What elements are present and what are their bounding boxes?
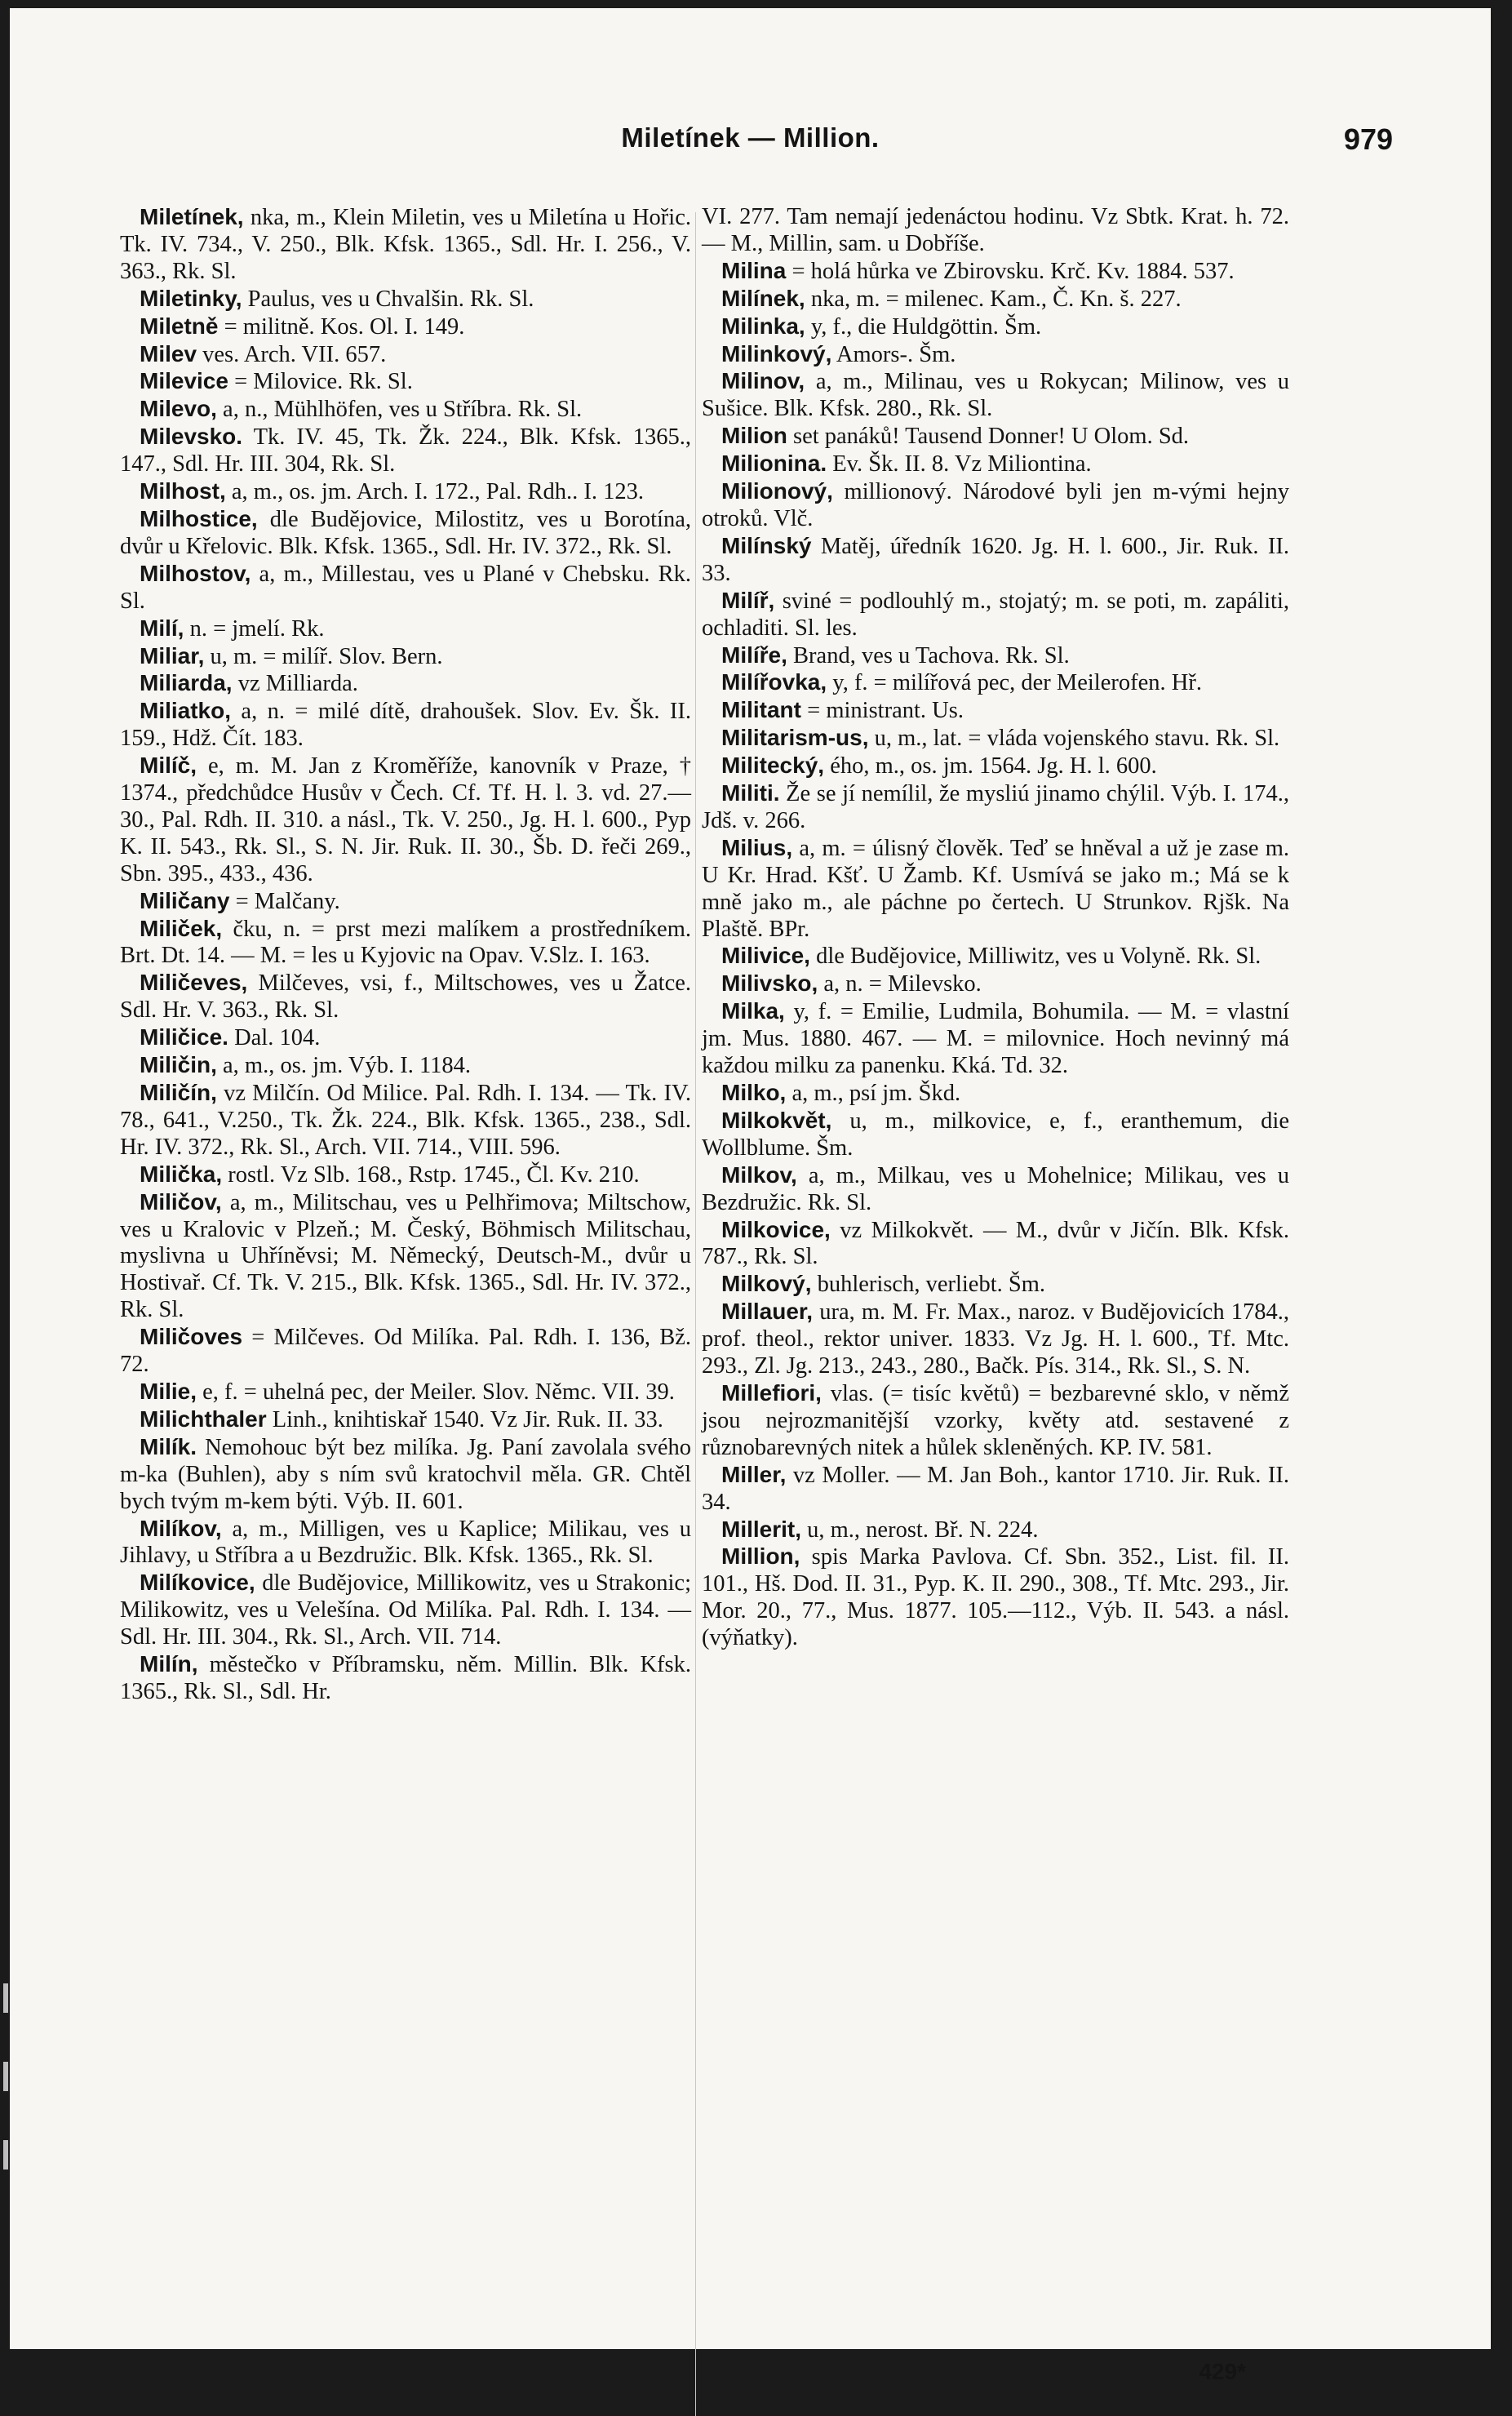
page-header xyxy=(10,122,1491,175)
entry-text: = Milčeves. Od Milíka. Pal. Rdh. I. 136, Bž. 72. xyxy=(120,1325,691,1378)
entry-headword: Milí, xyxy=(140,615,184,641)
dictionary-entry xyxy=(702,697,1289,725)
entry-text: ého, m., os. jm. 1564. Jg. H. l. 600. xyxy=(824,753,1157,779)
entry-headword: Miletínek, xyxy=(140,204,244,229)
entry-headword: Milíře, xyxy=(721,642,787,668)
entry-text: Ev. Šk. II. 8. Vz Miliontina. xyxy=(827,451,1092,477)
entry-text: Nemohouc být bez milíka. Jg. Paní zavolala svého m-ka (Buhlen), aby s ním svů kratochvil měla. GR. Chtěl bych tvým m-kem býti. Výb. II. 601. xyxy=(120,1434,691,1514)
entry-text: set panáků! Tausend Donner! U Olom. Sd. xyxy=(787,424,1190,450)
entry-text: Brand, ves u Tachova. Rk. Sl. xyxy=(787,642,1070,668)
entry-text: u, m., milkovice, e, f., eranthemum, die Wollblume. Šm. xyxy=(702,1108,1289,1161)
entry-text: Tk. IV. 45, Tk. Žk. 224., Blk. Kfsk. 1365., 147., Sdl. Hr. III. 304, Rk. Sl. xyxy=(120,424,691,477)
entry-headword: Miličin, xyxy=(140,1052,217,1078)
dictionary-entry xyxy=(702,478,1289,533)
entry-headword: Milkovice, xyxy=(721,1216,831,1242)
dictionary-entry xyxy=(120,888,691,916)
entry-text: a, m., Militschau, ves u Pelhřimova; Miltschow, ves u Kralovic v Plzeň.; M. Český, Böhmisch Militschau, myslivna u Uhříněvsi; M. Německý, Deutsch-M., dvůr u Hostivař. Cf. Tk. V. 215., Blk. Kfsk. 1365., Sdl. Hr. IV. 372., Rk. Sl. xyxy=(120,1189,691,1323)
running-title: Miletínek — Million. xyxy=(621,122,880,153)
entry-text: y, f., die Huldgöttin. Šm. xyxy=(805,313,1042,340)
right-column xyxy=(702,204,1289,1652)
dictionary-entry xyxy=(120,506,691,561)
entry-headword: Militi. xyxy=(721,780,780,806)
dictionary-entry xyxy=(702,1162,1289,1217)
dictionary-entry xyxy=(702,753,1289,780)
entry-headword: Milichthaler xyxy=(140,1406,267,1432)
dictionary-entry xyxy=(120,753,691,888)
dictionary-entry xyxy=(702,835,1289,944)
entry-headword: Milinov, xyxy=(721,368,805,394)
entry-headword: Milie, xyxy=(140,1378,197,1404)
dictionary-entry xyxy=(702,341,1289,369)
entry-text: a, n. = Milevsko. xyxy=(818,971,982,997)
page-number: 979 xyxy=(1343,122,1393,156)
entry-headword: Milionový, xyxy=(721,478,833,504)
dictionary-entry xyxy=(702,1108,1289,1162)
entry-text: a, m. = úlisný člověk. Teď se hněval a už je zase m. U Kr. Hrad. Kšť. U Žamb. Kf. Usmívá se jako m.; Má se k mně jako m., ale páchne po čertech. U Strunkov. Rjšk. Na Plaště. BPr. xyxy=(702,835,1289,942)
dictionary-entry xyxy=(120,1080,691,1161)
dictionary-entry xyxy=(120,1516,691,1570)
entry-text: vlas. (= tisíc květů) = bezbarevné sklo, v němž jsou nejrozmanitější vzorky, květy atd. sestavené z různobarevných nitek a hůlek skleněných. KP. IV. 581. xyxy=(702,1380,1289,1460)
dictionary-entry xyxy=(702,1543,1289,1652)
dictionary-entry xyxy=(702,204,1289,258)
entry-headword: Milín, xyxy=(140,1651,198,1677)
entry-text: vz Moller. — M. Jan Boh., kantor 1710. Jir. Ruk. II. 34. xyxy=(702,1462,1289,1515)
entry-headword: Million, xyxy=(721,1543,800,1570)
entry-text: a, m., Millestau, ves u Plané v Chebsku. Rk. Sl. xyxy=(120,561,691,614)
entry-headword: Milius, xyxy=(721,834,793,860)
entry-text: u, m., lat. = vláda vojenského stavu. Rk. Sl. xyxy=(868,726,1280,752)
entry-text: y, f. = milířová pec, der Meilerofen. Hř. xyxy=(827,670,1202,696)
entry-text: nka, m., Klein Miletin, ves u Miletína u Hořic. Tk. IV. 734., V. 250., Blk. Kfsk. 1365., Sdl. Hr. I. 256., V. 363., Rk. Sl. xyxy=(120,205,691,284)
entry-headword: Miller, xyxy=(721,1461,787,1487)
entry-text: Amors-. Šm. xyxy=(831,341,956,367)
entry-headword: Miličeves, xyxy=(140,970,248,996)
entry-text: a, n., Mühlhöfen, ves u Stříbra. Rk. Sl. xyxy=(216,397,583,423)
dictionary-entry xyxy=(702,588,1289,642)
entry-text: vz Milliarda. xyxy=(232,671,358,697)
dictionary-entry xyxy=(120,396,691,424)
column-divider xyxy=(695,212,696,2416)
entry-headword: Milhostice, xyxy=(140,505,258,531)
dictionary-entry xyxy=(702,368,1289,423)
entry-headword: Miličany xyxy=(140,887,230,913)
entry-headword: Miletně xyxy=(140,313,219,339)
dictionary-entry xyxy=(702,451,1289,478)
entry-text: Matěj, úředník 1620. Jg. H. l. 600., Jir. Ruk. II. 33. xyxy=(702,533,1289,586)
entry-text: dle Budějovice, Milliwitz, ves u Volyně. Rk. Sl. xyxy=(809,944,1261,970)
dictionary-entry xyxy=(702,286,1289,313)
entry-text: = holá hůrka ve Zbirovsku. Krč. Kv. 1884. 537. xyxy=(786,258,1235,284)
dictionary-entry xyxy=(120,1434,691,1516)
dictionary-entry xyxy=(120,916,691,970)
entry-headword: Milivsko, xyxy=(721,970,818,997)
dictionary-entry xyxy=(120,1052,691,1080)
left-column xyxy=(120,204,691,1706)
dictionary-entry xyxy=(702,423,1289,451)
entry-text: = Malčany. xyxy=(229,888,340,914)
entry-text: nka, m. = milenec. Kam., Č. Kn. š. 227. xyxy=(805,286,1182,312)
dictionary-entry xyxy=(120,478,691,506)
entry-headword: Milevo, xyxy=(140,396,217,422)
dictionary-entry xyxy=(120,670,691,698)
entry-headword: Milion xyxy=(721,423,787,449)
entry-headword: Milina xyxy=(721,257,787,283)
entry-text: městečko v Příbramsku, něm. Millin. Blk. Kfsk. 1365., Rk. Sl., Sdl. Hr. xyxy=(120,1652,691,1704)
entry-text: Že se jí nemílil, že mysliú jinamo chýlil. Výb. I. 174., Jdš. v. 266. xyxy=(702,781,1289,833)
entry-headword: Miletinky, xyxy=(140,285,242,311)
entry-headword: Milíč, xyxy=(140,753,197,779)
dictionary-entry xyxy=(120,286,691,313)
entry-headword: Miličín, xyxy=(140,1080,217,1105)
dictionary-entry xyxy=(702,780,1289,835)
entry-text: vz Milkokvět. — M., dvůr v Jičín. Blk. Kfsk. 787., Rk. Sl. xyxy=(702,1217,1289,1270)
entry-headword: Milevsko. xyxy=(140,424,243,450)
dictionary-entry xyxy=(702,669,1289,697)
dictionary-entry xyxy=(120,643,691,671)
entry-headword: Milivice, xyxy=(721,943,810,969)
dictionary-entry xyxy=(702,943,1289,970)
entry-headword: Milinkový, xyxy=(721,340,832,366)
entry-text: a, m., os. jm. Výb. I. 1184. xyxy=(216,1053,472,1079)
entry-headword: Milíkovice, xyxy=(140,1570,255,1596)
dictionary-entry xyxy=(702,1299,1289,1380)
entry-text: Dal. 104. xyxy=(228,1025,321,1051)
entry-headword: Miliarda, xyxy=(140,670,233,696)
dictionary-entry xyxy=(702,1271,1289,1299)
entry-text: Milčeves, vsi, f., Miltschowes, ves u Žatce. Sdl. Hr. V. 363., Rk. Sl. xyxy=(120,970,691,1024)
dictionary-entry xyxy=(120,1379,691,1406)
dictionary-entry xyxy=(120,615,691,643)
dictionary-entry xyxy=(702,1517,1289,1544)
entry-headword: Militant xyxy=(721,697,801,723)
entry-text: vz Milčín. Od Milice. Pal. Rdh. I. 134. — Tk. IV. 78., 641., V.250., Tk. Žk. 224., Blk. Kfsk. 1365., 238., Sdl. Hr. IV. 372., Rk. Sl., Arch. VII. 714., VIII. 596. xyxy=(120,1081,691,1160)
entry-headword: Miličov, xyxy=(140,1188,222,1215)
dictionary-page xyxy=(10,8,1491,2384)
dictionary-entry xyxy=(702,1080,1289,1108)
entry-headword: Milík. xyxy=(140,1433,197,1459)
entry-headword: Militecký, xyxy=(721,753,825,779)
dictionary-entry xyxy=(702,258,1289,286)
dictionary-entry xyxy=(702,998,1289,1080)
dictionary-entry xyxy=(702,1217,1289,1272)
entry-headword: Miličoves xyxy=(140,1324,243,1350)
entry-headword: Milíkov, xyxy=(140,1515,222,1541)
entry-headword: Millerit, xyxy=(721,1516,802,1542)
dictionary-entry xyxy=(120,1161,691,1189)
dictionary-entry xyxy=(120,341,691,369)
entry-text: spis Marka Pavlova. Cf. Sbn. 352., List. fil. II. 101., Hš. Dod. II. 31., Pyp. K. II. 290., 308., Tf. Mtc. 293., Jir. Mor. 20., 77., Mus. 1877. 105.—112., Výb. II. 543. a násl. (výňatky). xyxy=(702,1544,1289,1651)
dictionary-entry xyxy=(120,1570,691,1651)
entry-text: = ministrant. Us. xyxy=(801,698,964,724)
dictionary-entry xyxy=(702,642,1289,670)
entry-text: sviné = podlouhlý m., stojatý; m. se poti, m. zapáliti, ochladiti. Sl. les. xyxy=(702,588,1289,641)
dictionary-entry xyxy=(120,698,691,753)
dictionary-entry xyxy=(120,1189,691,1325)
entry-headword: Milevice xyxy=(140,368,228,394)
entry-headword: Millefiori, xyxy=(721,1379,822,1406)
entry-text: a, m., psí jm. Škd. xyxy=(786,1081,961,1106)
entry-headword: Miličice. xyxy=(140,1024,228,1050)
dictionary-entry xyxy=(702,970,1289,998)
entry-text: buhlerisch, verliebt. Šm. xyxy=(811,1272,1046,1298)
entry-headword: Milínský xyxy=(721,532,812,558)
entry-headword: Miliar, xyxy=(140,642,205,668)
entry-headword: Milkový, xyxy=(721,1271,812,1297)
entry-headword: Millauer, xyxy=(721,1299,814,1325)
dictionary-entry xyxy=(120,368,691,396)
entry-headword: Miliček, xyxy=(140,915,223,941)
entry-headword: Milionina. xyxy=(721,451,827,477)
entry-headword: Miliatko, xyxy=(140,698,232,724)
signature-mark: 429* xyxy=(1199,2359,1246,2384)
entry-text: e, f. = uhelná pec, der Meiler. Slov. Němc. VII. 39. xyxy=(197,1379,675,1405)
dictionary-entry xyxy=(702,725,1289,753)
entry-text: ura, m. M. Fr. Max., naroz. v Budějovicích 1784., prof. theol., rektor univer. 1833. Vz Jg. H. l. 600., Tf. Mtc. 293., Zl. Jg. 213., 243., 280., Bačk. Pís. 314., Rk. Sl., S. N. xyxy=(702,1299,1289,1379)
dictionary-entry xyxy=(120,424,691,478)
dictionary-entry xyxy=(702,1380,1289,1462)
entry-text: u, m., nerost. Bř. N. 224. xyxy=(801,1517,1039,1543)
entry-headword: Milhost, xyxy=(140,478,226,504)
entry-text: ves. Arch. VII. 657. xyxy=(197,341,387,367)
dictionary-entry xyxy=(120,561,691,615)
entry-headword: Milinka, xyxy=(721,313,805,339)
dictionary-entry xyxy=(702,1462,1289,1517)
dictionary-entry xyxy=(120,1324,691,1379)
entry-text: = militně. Kos. Ol. I. 149. xyxy=(218,313,465,340)
entry-headword: Milhostov, xyxy=(140,560,251,586)
entry-headword: Militarism-us, xyxy=(721,725,869,751)
entry-headword: Milka, xyxy=(721,998,785,1024)
dictionary-entry xyxy=(120,1024,691,1052)
dictionary-entry xyxy=(120,1651,691,1706)
entry-headword: Milínek, xyxy=(721,285,805,311)
dictionary-entry xyxy=(120,970,691,1024)
page-edge-marks xyxy=(3,1983,11,2310)
entry-headword: Milko, xyxy=(721,1080,787,1105)
entry-text: a, m., Milligen, ves u Kaplice; Milikau, ves u Jihlavy, u Stříbra a u Bezdružic. Blk. Kfsk. 1365., Rk. Sl. xyxy=(120,1516,691,1569)
entry-text: = Milovice. Rk. Sl. xyxy=(228,369,413,395)
entry-headword: Milička, xyxy=(140,1161,223,1187)
entry-text: n. = jmelí. Rk. xyxy=(184,615,325,642)
dictionary-entry xyxy=(120,1406,691,1434)
dictionary-entry xyxy=(702,313,1289,341)
entry-text: e, m. M. Jan z Kroměříže, kanovník v Praze, † 1374., předchůdce Husův v Čech. Cf. Tf. H. l. 3. vd. 27.—30., Pal. Rdh. II. 310. a násl., Tk. V. 250., Jg. H. l. 600., Pyp K. II. 543., Rk. Sl., S. N. Jir. Ruk. II. 30., Šb. D. řeči 269., Sbn. 395., 433., 436. xyxy=(120,753,691,886)
entry-text: čku, n. = prst mezi malíkem a prostředníkem. Brt. Dt. 14. — M. = les u Kyjovic na Opav. V.Slz. I. 163. xyxy=(120,916,691,969)
entry-text: a, m., Milkau, ves u Mohelnice; Milikau, ves u Bezdružic. Rk. Sl. xyxy=(702,1162,1289,1215)
entry-headword: Milkokvět, xyxy=(721,1107,832,1133)
entry-text: dle Budějovice, Millikowitz, ves u Strakonic; Milikowitz, ves u Velešína. Od Milíka. Pal. Rdh. I. 134. — Sdl. Hr. III. 304., Rk. Sl., Arch. VII. 714. xyxy=(120,1570,691,1650)
entry-text: Linh., knihtiskař 1540. Vz Jir. Ruk. II. 33. xyxy=(266,1406,663,1432)
entry-text: a, m., Milinau, ves u Rokycan; Milinow, ves u Sušice. Blk. Kfsk. 280., Rk. Sl. xyxy=(702,369,1289,422)
dictionary-entry xyxy=(120,313,691,341)
entry-headword: Milev xyxy=(140,340,197,366)
dictionary-entry xyxy=(120,204,691,286)
entry-text: u, m. = milíř. Slov. Bern. xyxy=(204,643,443,669)
entry-text: dle Budějovice, Milostitz, ves u Borotína, dvůr u Křelovic. Blk. Kfsk. 1365., Sdl. Hr. IV. 372., Rk. Sl. xyxy=(120,506,691,559)
entry-text: Paulus, ves u Chvalšin. Rk. Sl. xyxy=(242,286,534,312)
entry-text: rostl. Vz Slb. 168., Rstp. 1745., Čl. Kv. 210. xyxy=(222,1161,640,1188)
entry-text: millionový. Národové byli jen m-vými hejny otroků. Vlč. xyxy=(702,479,1289,531)
entry-headword: Milířovka, xyxy=(721,669,827,695)
entry-text: a, n. = milé dítě, drahoušek. Slov. Ev. Šk. II. 159., Hdž. Čít. 183. xyxy=(120,699,691,752)
entry-text: a, m., os. jm. Arch. I. 172., Pal. Rdh.. I. 123. xyxy=(225,479,644,505)
entry-headword: Milkov, xyxy=(721,1161,797,1188)
dictionary-entry xyxy=(702,533,1289,588)
entry-text: y, f. = Emilie, Ludmila, Bohumila. — M. = vlastní jm. Mus. 1880. 467. — M. = milovnice. Hoch nevinný má každou milku za panenku. Kká. Td. 32. xyxy=(702,999,1289,1079)
entry-headword: Milíř, xyxy=(721,587,775,613)
entry-text: VI. 277. Tam nemají jedenáctou hodinu. Vz Sbtk. Krat. h. 72. — M., Millin, sam. u Dobříše. xyxy=(702,204,1289,256)
